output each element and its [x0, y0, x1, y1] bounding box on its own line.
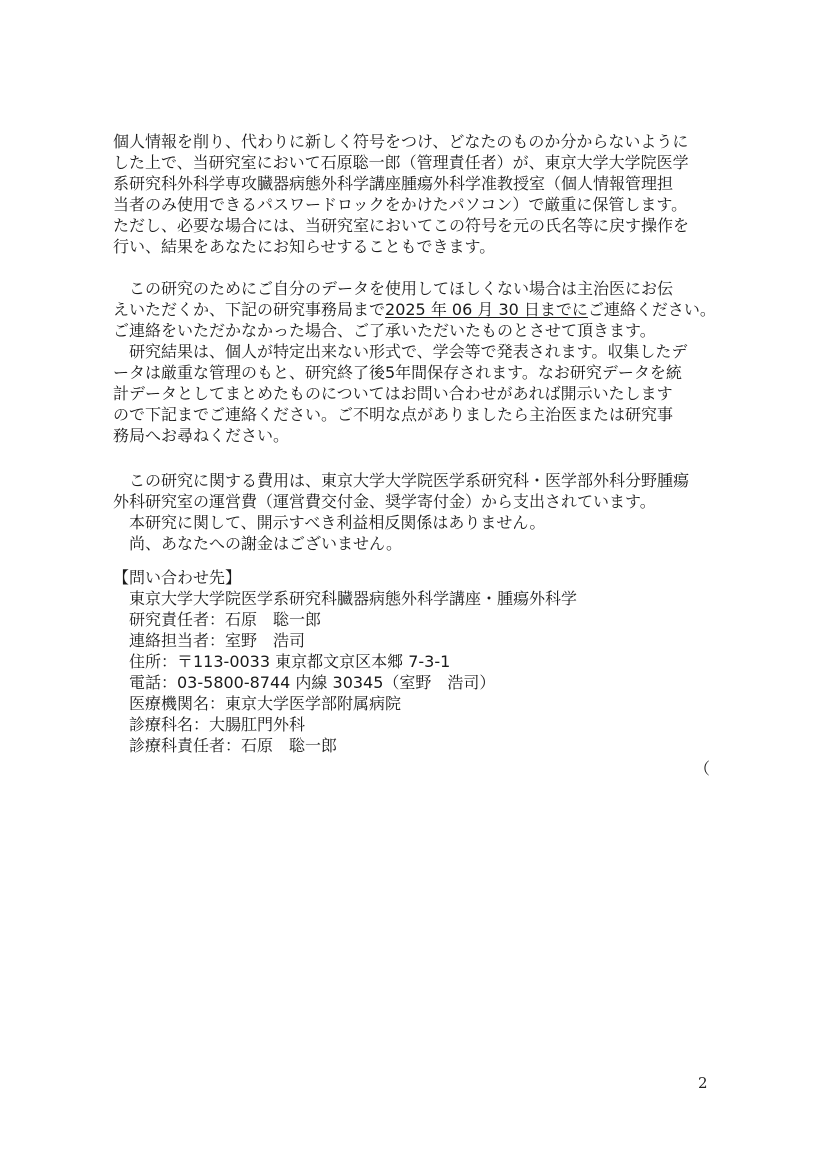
page-number: 2 — [698, 1074, 708, 1092]
contact-principal-investigator-line: 研究責任者：石原 聡一郎 — [113, 610, 322, 629]
text-line: 尚、あなたへの謝金はございません。 — [113, 534, 402, 553]
text-line: 研究結果は、個人が特定出来ない形式で、学会等で発表されます。収集したデ — [113, 342, 688, 361]
paragraph-data-storage — [113, 131, 719, 257]
document-body — [113, 131, 719, 756]
text-line: ので下記までご連絡ください。ご不明な点がありましたら主治医または研究事 — [113, 405, 674, 424]
text-line: 行い、結果をあなたにお知らせすることもできます。 — [113, 237, 496, 256]
text-line: した上で、当研究室において石原聡一郎（管理責任者）が、東京大学大学院医学 — [113, 153, 689, 172]
contact-info-section — [113, 567, 719, 756]
contact-affiliation-line: 東京大学大学院医学系研究科臓器病態外科学講座・腫瘍外科学 — [113, 589, 578, 608]
contact-heading: 【問い合わせ先】 — [113, 568, 242, 587]
contact-department-line: 診療科名：大腸肛門外科 — [113, 715, 306, 734]
contact-institution-line: 医療機関名：東京大学医学部附属病院 — [113, 694, 402, 713]
text-line: ータは厳重な管理のもと、研究終了後5年間保存されます。なお研究データを統 — [113, 363, 682, 382]
text-line: 計データとしてまとめたものについてはお問い合わせがあれば開示いたします — [113, 384, 673, 403]
stray-open-paren: （ — [694, 759, 711, 778]
text-line: 系研究科外科学専攻臓器病態外科学講座腫瘍外科学准教授室（個人情報管理担 — [113, 174, 674, 193]
text-line: 個人情報を削り、代わりに新しく符号をつけ、どなたのものか分からないように — [113, 132, 689, 151]
paragraph-opt-out — [113, 278, 719, 446]
text-line: ご連絡をいただかなかった場合、ご了承いただいたものとさせて頂きます。 — [113, 321, 656, 340]
text-line: 当者のみ使用できるパスワードロックをかけたパソコン）で厳重に保管します。 — [113, 195, 688, 214]
text-segment: ご連絡ください。 — [587, 300, 716, 319]
text-segment: えいただくか、下記の研究事務局まで — [113, 300, 386, 319]
contact-address-line: 住所：〒113-0033 東京都文京区本郷 7-3-1 — [113, 652, 451, 671]
text-line: 外科研究室の運営費（運営費交付金、奨学寄付金）から支出されています。 — [113, 492, 656, 511]
underlined-deadline-date: 2025 年 06 月 30 日までに — [385, 300, 588, 319]
text-line — [113, 299, 719, 320]
text-line: この研究のためにご自分のデータを使用してほしくない場合は主治医にお伝 — [113, 279, 674, 298]
contact-department-head-line: 診療科責任者：石原 聡一郎 — [113, 736, 338, 755]
contact-liaison-line: 連絡担当者：室野 浩司 — [113, 631, 306, 650]
contact-phone-line: 電話：03-5800-8744 内線 30345（室野 浩司） — [113, 673, 496, 692]
text-line: この研究に関する費用は、東京大学大学院医学系研究科・医学部外科分野腫瘍 — [113, 471, 690, 490]
paragraph-funding-coi — [113, 470, 719, 554]
text-line: ただし、必要な場合には、当研究室においてこの符号を元の氏名等に戻す操作を — [113, 216, 690, 235]
text-line: 務局へお尋ねください。 — [113, 426, 290, 445]
text-line: 本研究に関して、開示すべき利益相反関係はありません。 — [113, 513, 546, 532]
